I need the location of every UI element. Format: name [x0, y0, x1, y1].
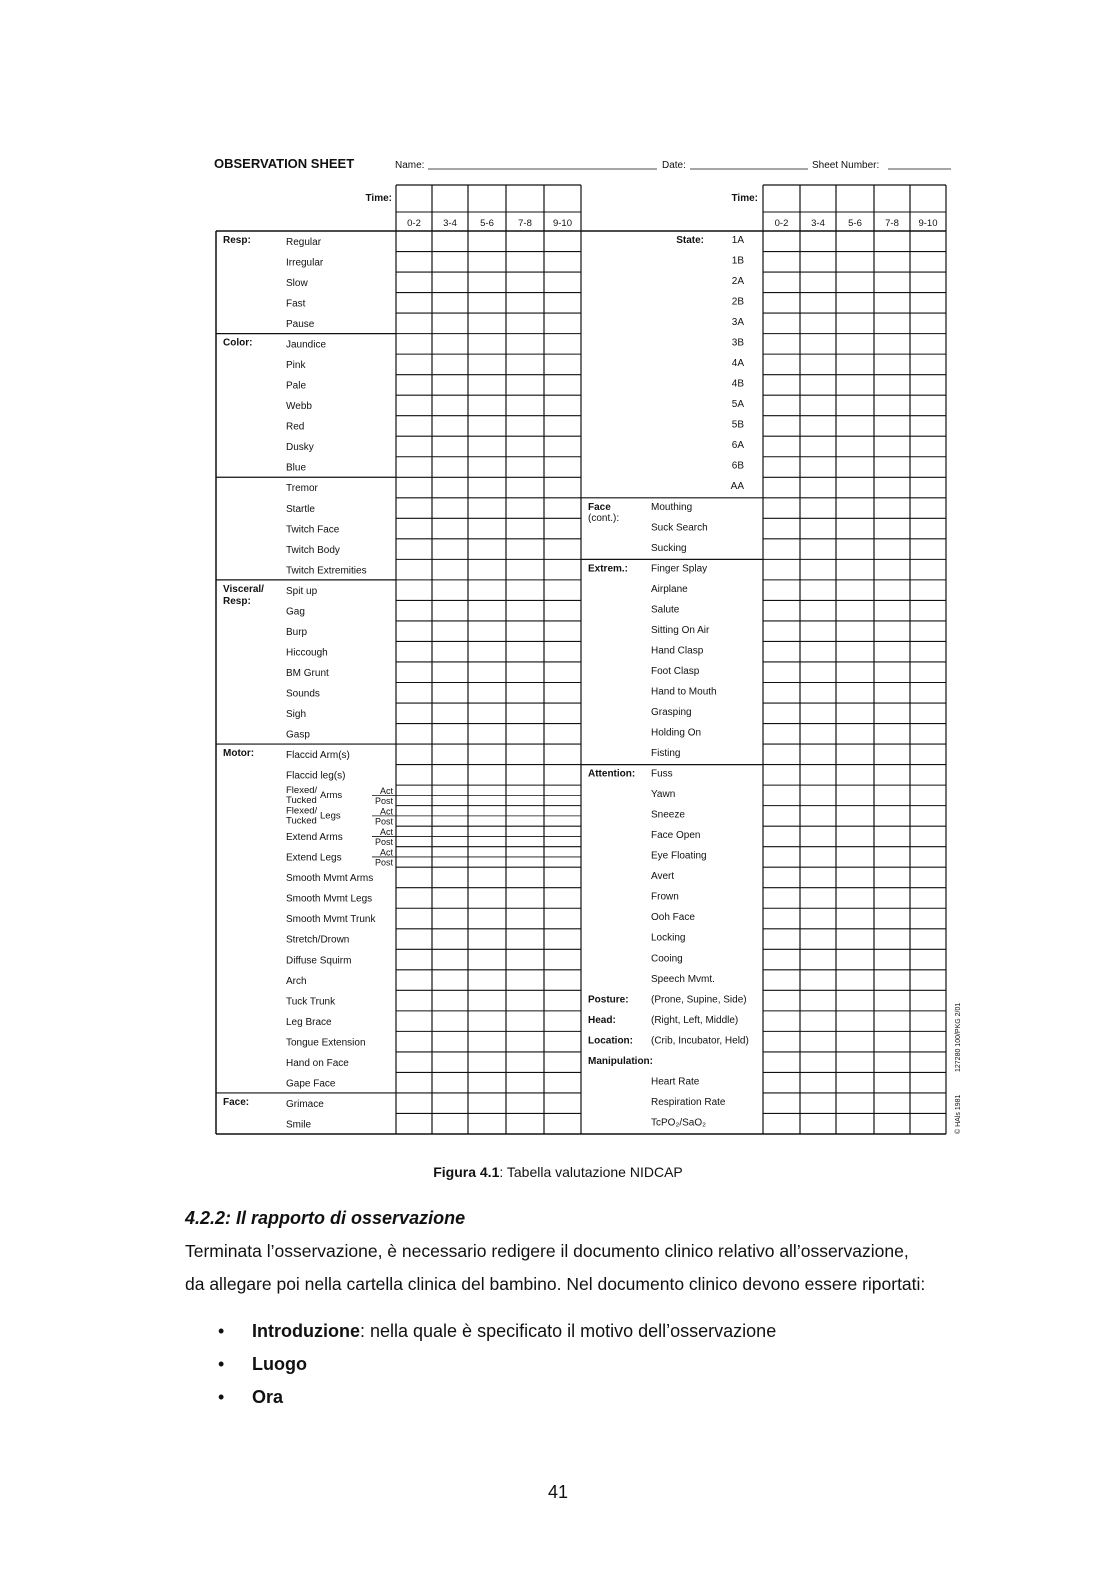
bullet-bold: Introduzione — [252, 1321, 360, 1341]
item-label: Hand Clasp — [651, 645, 704, 657]
state-code: 1B — [731, 255, 744, 267]
item-label: Legs — [320, 810, 341, 822]
item-label: Flaccid leg(s) — [286, 770, 346, 782]
date-label: Date: — [662, 160, 686, 171]
category-label: Resp: — [223, 595, 251, 607]
item-label: Tuck Trunk — [286, 996, 336, 1008]
sheet-title: OBSERVATION SHEET — [214, 156, 355, 171]
item-label: Suck Search — [651, 522, 708, 534]
state-label: State: — [676, 234, 704, 246]
item-label: Sitting On Air — [651, 624, 710, 636]
item-label: Eye Floating — [651, 850, 707, 862]
act-label: Act — [379, 847, 393, 858]
item-label: Twitch Body — [286, 544, 340, 556]
item-label: Sigh — [286, 708, 307, 720]
category-label: Face — [588, 501, 611, 513]
state-code: AA — [730, 481, 744, 493]
time-col-header: 0-2 — [407, 218, 421, 229]
item-label: Burp — [286, 626, 308, 638]
time-col-header: 9-10 — [918, 218, 938, 229]
item-label: Stretch/Drown — [286, 934, 350, 946]
item-label: Fuss — [651, 768, 673, 780]
paragraph-line-2: da allegare poi nella cartella clinica del bambino. Nel documento clinico devono essere riportati: — [185, 1274, 926, 1294]
item-label: Blue — [286, 462, 307, 474]
category-label: Attention: — [588, 768, 636, 780]
item-label: Extend Arms — [286, 832, 343, 844]
item-label: Smile — [286, 1119, 312, 1131]
state-code: 5A — [731, 399, 744, 411]
item-label: Gasp — [286, 729, 310, 741]
item-label: Smooth Mvmt Trunk — [286, 914, 376, 926]
sheet-number-label: Sheet Number: — [812, 160, 880, 171]
act-label: Act — [379, 786, 393, 797]
paragraph-line-1: Terminata l’osservazione, è necessario redigere il documento clinico relativo all’osservazione, — [185, 1241, 909, 1261]
name-label: Name: — [395, 160, 425, 171]
item-label: Gag — [286, 606, 305, 618]
item-label: Tongue Extension — [286, 1037, 366, 1049]
item-label: Hand to Mouth — [651, 686, 717, 698]
post-label: Post — [374, 816, 393, 827]
item-label: Sneeze — [651, 809, 685, 821]
item-label: Fast — [286, 298, 306, 310]
state-code: 3B — [731, 337, 744, 349]
item-label: Webb — [286, 401, 312, 413]
item-label: Ooh Face — [651, 912, 695, 924]
item-label: Twitch Extremities — [286, 565, 367, 577]
item-label: Grasping — [651, 706, 692, 718]
item-label: Slow — [286, 278, 308, 290]
item-label: Sucking — [651, 542, 687, 554]
category-label: Resp: — [223, 234, 251, 246]
item-label: Face Open — [651, 830, 701, 842]
item-label: Arch — [286, 975, 307, 987]
category-label: Posture: — [588, 994, 629, 1006]
state-code: 3A — [731, 317, 744, 329]
time-col-header: 3-4 — [443, 218, 457, 229]
item-label: Foot Clasp — [651, 665, 700, 677]
item-label: Tucked — [286, 795, 317, 807]
item-label: Startle — [286, 503, 315, 515]
category-label: Location: — [588, 1035, 633, 1047]
item-label: Holding On — [651, 727, 702, 739]
item-label: Grimace — [286, 1098, 324, 1110]
item-label: Sounds — [286, 688, 320, 700]
item-label: Locking — [651, 932, 686, 944]
item-label: Smooth Mvmt Arms — [286, 873, 374, 885]
item-label: Tremor — [286, 483, 318, 495]
time-label: Time: — [731, 193, 758, 204]
act-label: Act — [379, 827, 393, 838]
item-label: (Prone, Supine, Side) — [651, 994, 747, 1006]
category-label: (cont.): — [588, 512, 620, 524]
bullet-dot-icon: • — [218, 1321, 225, 1341]
item-label: Jaundice — [286, 339, 327, 351]
time-col-header: 3-4 — [811, 218, 825, 229]
item-label: Red — [286, 421, 305, 433]
bullet-text: : nella quale è specificato il motivo dell’osservazione — [359, 1321, 777, 1341]
time-col-header: 5-6 — [848, 218, 862, 229]
item-label: Arms — [320, 790, 343, 802]
item-label: Hiccough — [286, 647, 328, 659]
item-label: Cooing — [651, 953, 683, 965]
item-label: Fisting — [651, 748, 681, 760]
post-label: Post — [374, 857, 393, 868]
time-col-header: 7-8 — [518, 218, 532, 229]
category-label: Head: — [588, 1014, 616, 1026]
state-code: 2A — [731, 276, 744, 288]
item-label: Extend Legs — [286, 852, 342, 864]
state-code: 4A — [731, 358, 744, 370]
category-label: Visceral/ — [223, 583, 264, 595]
state-code: 5B — [731, 419, 744, 431]
item-label: Twitch Face — [286, 524, 340, 536]
item-label: Hand on Face — [286, 1057, 349, 1069]
category-label: Face: — [223, 1096, 250, 1108]
figure-caption — [0, 1164, 1116, 1180]
time-col-header: 7-8 — [885, 218, 899, 229]
category-label: Extrem.: — [588, 563, 629, 575]
item-label: Respiration Rate — [651, 1096, 726, 1108]
item-label: Avert — [651, 871, 675, 883]
item-label: (Crib, Incubator, Held) — [651, 1035, 749, 1047]
side-code: 127280 100/PKG 2/01 — [955, 1002, 962, 1072]
item-label: Leg Brace — [286, 1016, 332, 1028]
item-label: Mouthing — [651, 501, 693, 513]
item-label: Salute — [651, 604, 680, 616]
bullet-dot-icon: • — [218, 1387, 225, 1407]
state-code: 1A — [731, 234, 744, 246]
state-code: 2B — [731, 296, 744, 308]
copyright-note: © HAls 1981 — [955, 1094, 962, 1134]
time-col-header: 0-2 — [774, 218, 789, 229]
item-label: Speech Mvmt. — [651, 973, 715, 985]
caption-label: Figura 4.1 — [433, 1164, 500, 1180]
post-label: Post — [374, 796, 393, 807]
time-col-header: 5-6 — [480, 218, 494, 229]
item-label: Smooth Mvmt Legs — [286, 893, 373, 905]
bullet-bold: Ora — [252, 1387, 284, 1407]
item-label: Flaccid Arm(s) — [286, 750, 350, 762]
item-label: Yawn — [651, 789, 676, 801]
state-code: 6A — [731, 440, 744, 452]
bullet-dot-icon: • — [218, 1354, 225, 1374]
item-label: BM Grunt — [286, 667, 329, 679]
item-label: Regular — [286, 236, 322, 248]
item-label: Pale — [286, 380, 307, 392]
item-label: Heart Rate — [651, 1076, 700, 1088]
item-label: Flexed/ — [286, 785, 318, 797]
caption-text: : Tabella valutazione NIDCAP — [499, 1164, 683, 1180]
act-label: Act — [379, 806, 393, 817]
item-label: Pink — [286, 360, 306, 372]
item-label: Dusky — [286, 442, 314, 454]
item-label: Finger Splay — [651, 563, 708, 575]
state-code: 6B — [731, 460, 744, 472]
item-label: (Right, Left, Middle) — [651, 1014, 739, 1026]
section-title: 4.2.2: Il rapporto di osservazione — [185, 1208, 466, 1228]
bullet-bold: Luogo — [252, 1354, 307, 1374]
item-label: Gape Face — [286, 1078, 336, 1090]
post-label: Post — [374, 837, 393, 848]
category-label: Manipulation: — [588, 1055, 653, 1067]
item-label: Frown — [651, 891, 679, 903]
item-label: Spit up — [286, 585, 318, 597]
page-number: 41 — [547, 1482, 569, 1502]
category-label: Motor: — [223, 748, 255, 760]
item-label: Tucked — [286, 815, 317, 827]
item-label: Diffuse Squirm — [286, 955, 352, 967]
time-col-header: 9-10 — [552, 218, 573, 229]
item-label: Irregular — [286, 257, 324, 269]
category-label: Color: — [223, 337, 253, 349]
item-label: Flexed/ — [286, 805, 318, 817]
time-label: Time: — [365, 193, 392, 204]
item-label: Airplane — [651, 583, 688, 595]
item-label: TcPO₂/SaO₂ — [651, 1117, 706, 1129]
item-label: Pause — [286, 319, 315, 331]
state-code: 4B — [731, 378, 744, 390]
